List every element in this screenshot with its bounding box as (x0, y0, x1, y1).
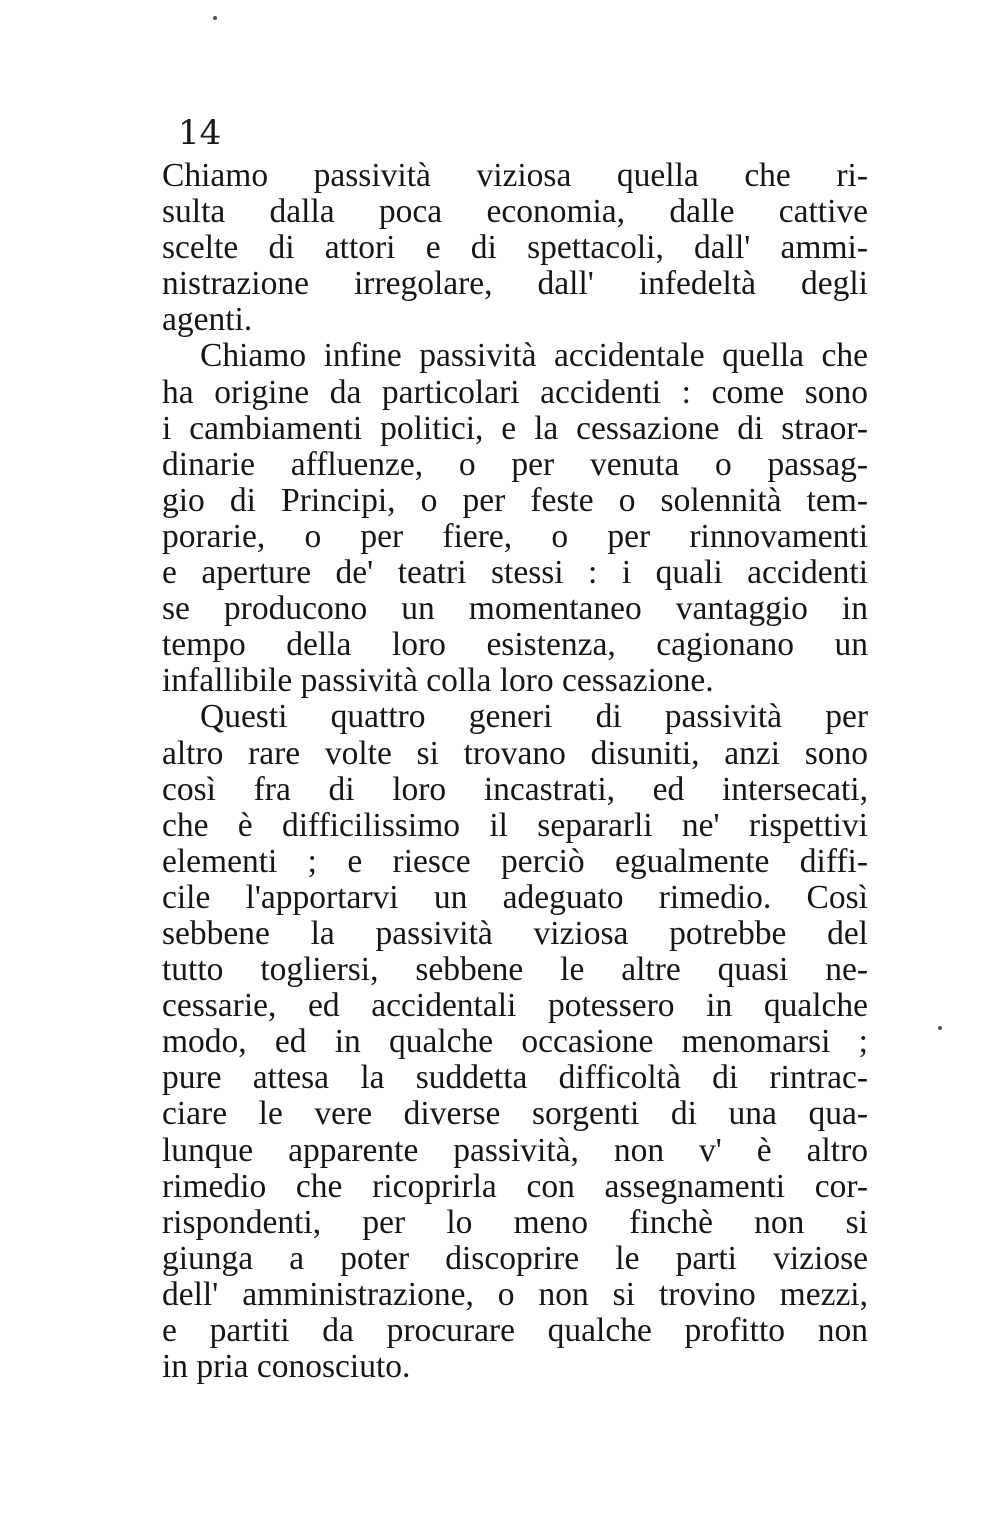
text-line: dell' amministrazione, o non si trovino mezzi, (162, 1275, 868, 1313)
text-line: infallibile passività colla loro cessazione. (162, 662, 714, 700)
text-line: sebbene la passività viziosa potrebbe del (162, 914, 868, 952)
text-line: cessarie, ed accidentali potessero in qualche (162, 987, 868, 1025)
text-line: ha origine da particolari accidenti : come sono (162, 373, 868, 411)
text-line: e aperture de' teatri stessi : i quali accidenti (162, 554, 868, 592)
text-line: rimedio che ricoprirla con assegnamenti cor- (162, 1167, 868, 1205)
text-line: così fra di loro incastrati, ed intersecati, (162, 770, 868, 808)
body-text (162, 158, 868, 1385)
text-line: sulta dalla poca economia, dalle cattive (162, 193, 868, 231)
text-line: in pria conosciuto. (162, 1348, 411, 1386)
text-line: porarie, o per fiere, o per rinnovamenti (162, 517, 868, 555)
text-line: tempo della loro esistenza, cagionano un (162, 626, 868, 664)
text-line: scelte di attori e di spettacoli, dall' ammi- (162, 229, 868, 267)
text-line: e partiti da procurare qualche profitto non (162, 1312, 868, 1349)
text-line: pure attesa la suddetta difficoltà di rintrac- (162, 1059, 868, 1097)
text-line: elementi ; e riesce perciò egualmente diffi- (162, 842, 868, 880)
text-line: giunga a poter discoprire le parti viziose (162, 1239, 868, 1277)
text-line: modo, ed in qualche occasione menomarsi ; (162, 1023, 868, 1061)
text-line: se producono un momentaneo vantaggio in (162, 590, 868, 628)
text-line: nistrazione irregolare, dall' infedeltà degli (162, 265, 868, 303)
text-line: tutto togliersi, sebbene le altre quasi ne- (162, 951, 868, 989)
text-line: cile l'apportarvi un adeguato rimedio. Così (162, 878, 868, 916)
text-line: dinarie affluenze, o per venuta o passag- (162, 445, 868, 483)
text-line: ciare le vere diverse sorgenti di una qua- (162, 1095, 868, 1133)
text-line: Chiamo passività viziosa quella che ri- (162, 157, 868, 194)
text-line: lunque apparente passività, non v' è altro (162, 1131, 868, 1169)
text-line: Questi quattro generi di passività per (200, 698, 868, 736)
text-line: gio di Principi, o per feste o solennità tem- (162, 481, 868, 519)
text-line: altro rare volte si trovano disuniti, anzi sono (162, 734, 868, 772)
text-line: rispondenti, per lo meno finchè non si (162, 1203, 868, 1241)
paper-speck (938, 1026, 942, 1030)
text-line: agenti. (162, 301, 253, 339)
text-line: Chiamo infine passività accidentale quella che (200, 337, 868, 375)
paper-speck (213, 16, 217, 20)
text-line: i cambiamenti politici, e la cessazione di straor- (162, 409, 868, 447)
page-number: 14 (178, 113, 222, 153)
text-line: che è difficilissimo il separarli ne' rispettivi (162, 806, 868, 844)
